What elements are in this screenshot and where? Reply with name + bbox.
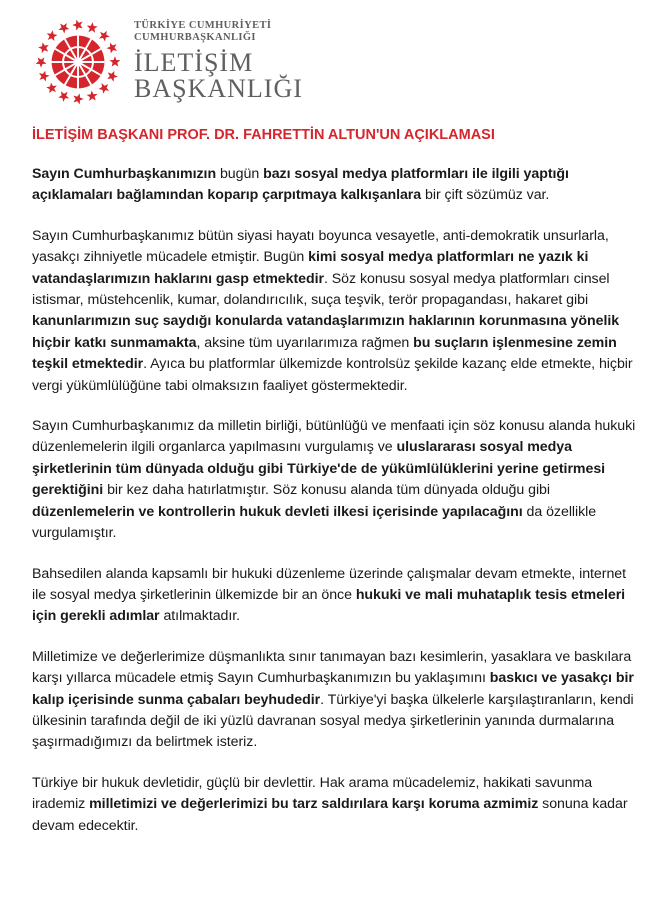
bold-text: uluslararası sosyal medya şirketlerinin tüm dünyada olduğu gibi Türkiye'de de yükümlülüklerini yerine getirmesi gerektiğini bbox=[32, 439, 606, 499]
statement-body bbox=[32, 164, 638, 856]
text: . Türkiye'yi başka ülkelerle karşılaştıranların, kendi ülkesinin tarafında değil de iki yüzlü davranan sosyal medya şirketlerinin yanında durmalarına şaşırmadığımızı da belirtmek isteriz. bbox=[32, 691, 634, 751]
paragraph bbox=[32, 416, 638, 544]
bold-text: kanunlarımızın suç saydığı konularda vatandaşlarımızın haklarının korunmasına yönelik hiçbir katkı sunmamakta bbox=[32, 313, 620, 351]
text: . Söz konusu sosyal medya platformları cinsel istismar, müstehcenlik, kumar, dolandırıcılık, suça teşvik, terör propagandası, hakaret gibi bbox=[32, 270, 610, 309]
page-title: İLETİŞİM BAŞKANI PROF. DR. FAHRETTİN ALTUN'UN AÇIKLAMASI bbox=[32, 127, 495, 143]
bold-text: bu suçların işlenmesine zemin teşkil etmektedir bbox=[32, 334, 617, 373]
logo-org-line1: TÜRKİYE CUMHURİYETİ bbox=[134, 20, 272, 31]
text: , aksine tüm uyarılarımıza rağmen bbox=[196, 334, 414, 351]
logo-name-line1: İLETİŞİM bbox=[134, 48, 254, 77]
text: atılmaktadır. bbox=[159, 608, 241, 625]
bold-text: baskıcı ve yasakçı bir kalıp içerisinde sunma çabaları beyhudedir bbox=[32, 670, 634, 708]
bold-text: düzenlemelerin ve kontrollerin hukuk devleti ilkesi içerisinde yapılacağını bbox=[32, 503, 523, 520]
text: da özellikle vurgulamıştır. bbox=[32, 503, 597, 542]
text: Bahsedilen alanda kapsamlı bir hukuki düzenleme üzerinde çalışmalar devam etmekte, internet ile sosyal medya şirketlerinin ülkemizde bir an önce bbox=[32, 565, 627, 603]
star-circle-emblem-icon bbox=[34, 18, 122, 106]
text: Milletimize ve değerlerimize düşmanlıkta sınır tanımayan bazı kesimlerin, yasaklara ve baskılara karşı yıllarca mücadele etmiş Sayın Cumhurbaşkanımızın bu yaklaşımını bbox=[32, 648, 632, 687]
paragraph bbox=[32, 164, 638, 207]
logo-org-line2: CUMHURBAŞKANLIĞI bbox=[134, 32, 256, 43]
text: bir çift sözümüz var. bbox=[421, 187, 550, 204]
text: Sayın Cumhurbaşkanımız da milletin birliği, bütünlüğü ve menfaati için söz konusu alanda hukuki düzenlemelerin ilgili organlarca yapılmasını vurgulamış ve bbox=[32, 418, 636, 456]
paragraph bbox=[32, 773, 638, 837]
text: bugün bbox=[216, 166, 264, 182]
text: Türkiye bir hukuk devletidir, güçlü bir devlettir. Hak arama mücadelemiz, hakikati savunma irademiz bbox=[32, 774, 593, 813]
bold-text: milletimizi ve değerlerimizi bu tarz saldırılara karşı koruma azmimiz bbox=[89, 796, 539, 813]
paragraph bbox=[32, 647, 638, 754]
text: Sayın Cumhurbaşkanımız bütün siyasi hayatı boyunca vesayetle, anti-demokratik unsurlarla, yasakçı zihniyetle mücadele etmiştir. Bugün bbox=[32, 227, 609, 266]
bold-text: hukuki ve mali muhataplık tesis etmeleri için gerekli adımlar bbox=[32, 586, 626, 625]
text: bir kez daha hatırlatmıştır. Söz konusu alanda tüm dünyada olduğu gibi bbox=[103, 482, 550, 499]
header-logo bbox=[28, 14, 348, 114]
bold-text: Sayın Cumhurbaşkanımızın bbox=[32, 166, 217, 182]
paragraph bbox=[32, 564, 638, 628]
text: sonuna kadar devam edecektir. bbox=[32, 796, 628, 834]
bold-text: bazı sosyal medya platformları ile ilgili yaptığı açıklamaları bağlamından koparıp çarpıtmaya kalkışanlara bbox=[32, 166, 569, 204]
paragraph bbox=[32, 226, 638, 397]
text: . Ayıca bu platformlar ülkemizde kontrolsüz şekilde kazanç elde etmekte, hiçbir vergi yükümlülüğüne tabi olmaksızın faaliyet göstermektedir. bbox=[32, 356, 633, 394]
bold-text: kimi sosyal medya platformları ne yazık ki vatandaşlarımızın haklarını gasp etmektedir bbox=[32, 249, 589, 287]
logo-name-line2: BAŞKANLIĞI bbox=[134, 74, 303, 103]
logo-text bbox=[134, 20, 303, 102]
